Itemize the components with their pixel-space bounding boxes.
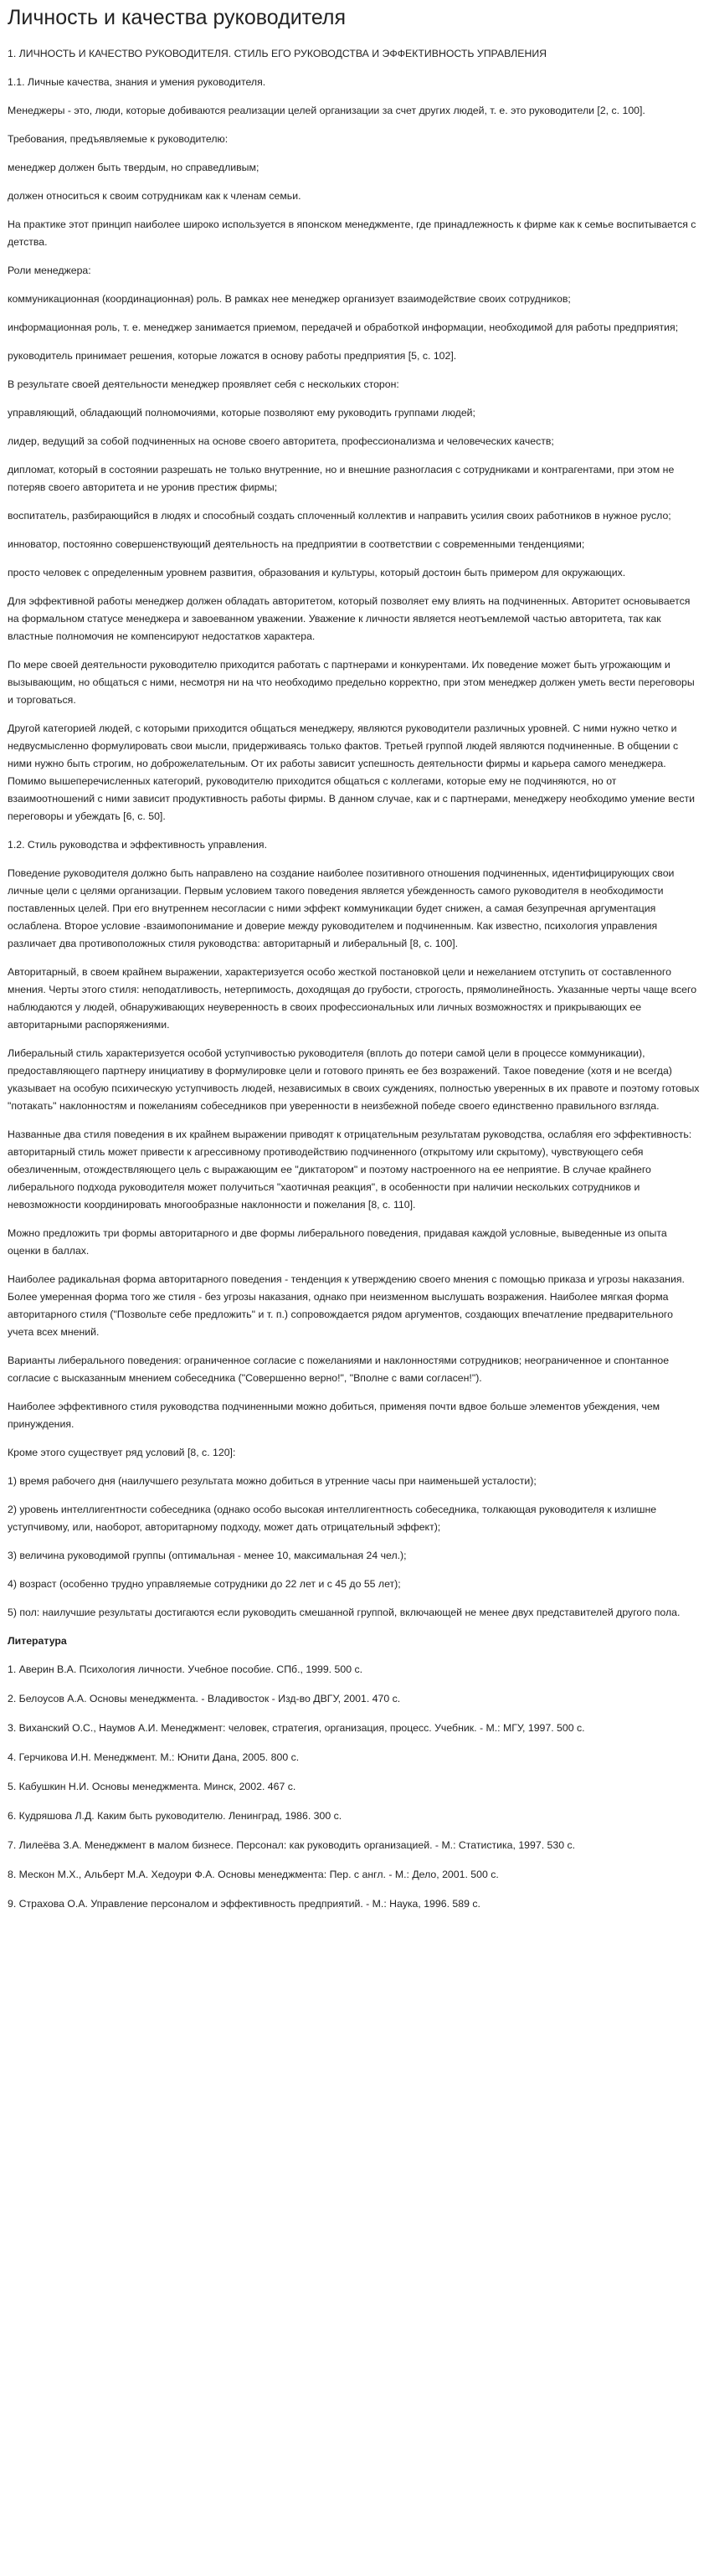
paragraph: Другой категорией людей, с которыми приходится общаться менеджеру, являются руководители различных уровней. С ними нужно четко и недвусмысленно формулировать свои мысли, придерживаясь только фактов. Третьей группой людей являются подчиненные. В общении с ними нужно быть строгим, но доброжелательным. От их работы зависит успешность деятельности фирмы и карьера самого менеджера. Помимо вышеперечисленных категорий, руководителю приходится общаться с коллегами, которые ему не подчиняются, но от взаимоотношений с ними зависит продуктивность работы фирмы. В данном случае, как и с партнерами, менеджеру необходимо умение вести переговоры и убеждать [6, с. 50]. xyxy=(8,722,696,822)
paragraph: 1.1. Личные качества, знания и умения руководителя. xyxy=(8,76,266,88)
paragraph: 5) пол: наилучшие результаты достигаются если руководить смешанной группой, включающей не менее двух представителей другого пола. xyxy=(8,1607,681,1618)
reference-item: 9. Страхова О.А. Управление персоналом и эффективность предприятий. - М.: Наука, 1996. 589 с. xyxy=(8,1898,480,1910)
paragraph: должен относиться к своим сотрудникам как к членам семьи. xyxy=(8,190,301,202)
paragraph: Поведение руководителя должно быть направлено на создание наиболее позитивного отношения подчиненных, идентифицирующих свои личные цели с целями организации. Первым условием такого поведения является убежденность самого руководителя в необходимости поставленных целей. При его внутреннем несогласии с ними эффект коммуникации будет снижен, а самая безупречная аргументация ослаблена. Второе условие -взаимопонимание и доверие между руководителем и подчиненным. Как известно, психология управления различает два противоположных стиля руководства: авторитарный и либеральный [8, с. 100]. xyxy=(8,867,675,949)
reference-item: 3. Виханский О.С., Наумов А.И. Менеджмент: человек, стратегия, организация, процесс. Учебник. - М.: МГУ, 1997. 500 с. xyxy=(8,1722,585,1734)
paragraph: 3) величина руководимой группы (оптимальная - менее 10, максимальная 24 чел.); xyxy=(8,1550,407,1561)
paragraph: В результате своей деятельности менеджер проявляет себя с нескольких сторон: xyxy=(8,378,399,390)
references-list xyxy=(8,1661,701,1913)
paragraph: менеджер должен быть твердым, но справедливым; xyxy=(8,162,259,173)
paragraph: инноватор, постоянно совершенствующий деятельность на предприятии в соответствии с современными тенденциями; xyxy=(8,538,585,550)
paragraph: 1) время рабочего дня (наилучшего результата можно добиться в утренние часы при наименьшей усталости); xyxy=(8,1475,537,1487)
paragraph: Наиболее эффективного стиля руководства подчиненными можно добиться, применяя почти вдвое больше элементов убеждения, чем принуждения. xyxy=(8,1401,660,1430)
paragraph: 1.2. Стиль руководства и эффективность управления. xyxy=(8,839,267,851)
paragraph: Кроме этого существует ряд условий [8, с. 120]: xyxy=(8,1447,236,1458)
paragraph: Варианты либерального поведения: ограниченное согласие с пожеланиями и наклонностями сотрудников; неограниченное и спонтанное согласие с высказанным мнением собеседника ("Совершенно верно!", "Вполне с вами согласен!"). xyxy=(8,1355,670,1384)
paragraph: руководитель принимает решения, которые ложатся в основу работы предприятия [5, с. 102]. xyxy=(8,350,457,362)
paragraph: Либеральный стиль характеризуется особой уступчивостью руководителя (вплоть до потери самой цели в процессе коммуникации), предоставляющего партнеру инициативу в формулировке цели и готового принять ее без возражений. Такое поведение (хотя и не всегда) указывает на особую психическую уступчивость людей, независимых в своих суждениях, полностью уверенных в их правоте и поэтому готовых "потакать" наклонностям и пожеланиям собеседников при уверенности в неизбежной победе своего единственно правильного взгляда. xyxy=(8,1047,700,1112)
reference-item: 1. Аверин В.А. Психология личности. Учебное пособие. СПб., 1999. 500 с. xyxy=(8,1663,363,1675)
paragraph: воспитатель, разбирающийся в людях и способный создать сплоченный коллектив и направить усилия своих работников в нужное русло; xyxy=(8,510,671,522)
paragraph: Авторитарный, в своем крайнем выражении, характеризуется особо жесткой постановкой цели и нежеланием отступить от составленного мнения. Черты этого стиля: неподатливость, нетерпимость, доходящая до грубости, строгость, прямолинейность. Указанные черты чаще всего наблюдаются у людей, обнаруживающих неуверенность в своих профессиональных или личных возможностях и прикрывающих ее авторитарными распоряжениями. xyxy=(8,966,697,1031)
paragraph: коммуникационная (координационная) роль. В рамках нее менеджер организует взаимодействие своих сотрудников; xyxy=(8,293,571,305)
paragraph: 1. ЛИЧНОСТЬ И КАЧЕСТВО РУКОВОДИТЕЛЯ. СТИЛЬ ЕГО РУКОВОДСТВА И ЭФФЕКТИВНОСТЬ УПРАВЛЕНИЯ xyxy=(8,48,547,59)
references-heading: Литература xyxy=(8,1635,67,1647)
document-body xyxy=(8,45,701,1622)
reference-item: 5. Кабушкин Н.И. Основы менеджмента. Минск, 2002. 467 с. xyxy=(8,1781,296,1792)
page-title: Личность и качества руководителя xyxy=(8,6,347,29)
paragraph: Менеджеры - это, люди, которые добиваются реализации целей организации за счет других людей, т. е. это руководители [2, с. 100]. xyxy=(8,105,645,116)
reference-item: 4. Герчикова И.Н. Менеджмент. М.: Юнити Дана, 2005. 800 с. xyxy=(8,1751,300,1763)
reference-item: 6. Кудряшова Л.Д. Каким быть руководителю. Ленинград, 1986. 300 с. xyxy=(8,1810,342,1822)
paragraph: Для эффективной работы менеджер должен обладать авторитетом, который позволяет ему влиять на подчиненных. Авторитет основывается на формальном статусе менеджера и завоеванном уважении. Уважение к личности является неотъемлемой частью авторитета, так как властные полномочия не компенсируют недостатков характера. xyxy=(8,595,691,642)
paragraph: Названные два стиля поведения в их крайнем выражении приводят к отрицательным результатам руководства, ослабляя его эффективность: авторитарный стиль может привести к агрессивному противодействию подчиненного (открытому или скрытому), чувствующего себя обезличенным, отождествляющего цель с выражающим ее "диктатором" и поэтому настроенного на ее неприятие. В случае крайнего либерального подхода руководителя может получиться "хаотичная реакция", в особенности при наличии нескольких сотрудников и невозможности координировать многообразные наклонности и пожелания [8, с. 110]. xyxy=(8,1129,692,1211)
paragraph: Роли менеджера: xyxy=(8,265,91,276)
paragraph: 4) возраст (особенно трудно управляемые сотрудники до 22 лет и с 45 до 55 лет); xyxy=(8,1578,401,1590)
paragraph: Наиболее радикальная форма авторитарного поведения - тенденция к утверждению своего мнения с помощью приказа и угрозы наказания. Более умеренная форма того же стиля - без угрозы наказания, однако при неизменном выслушать возражения. Наиболее мягкая форма авторитарного стиля ("Позвольте себе предложить" и т. п.) сопровождается рядом аргументов, создающих впечатление предварительного учета всех мнений. xyxy=(8,1273,685,1338)
paragraph: 2) уровень интеллигентности собеседника (однако особо высокая интеллигентность собеседника, толкающая руководителя к излишне уступчивому, или, наоборот, авторитарному подходу, может дать отрицательный эффект); xyxy=(8,1504,657,1533)
paragraph: Можно предложить три формы авторитарного и две формы либерального поведения, придавая каждой условные, выведенные из опыта оценки в баллах. xyxy=(8,1227,667,1257)
paragraph: лидер, ведущий за собой подчиненных на основе своего авторитета, профессионализма и человеческих качеств; xyxy=(8,435,554,447)
paragraph: просто человек с определенным уровнем развития, образования и культуры, который достоин быть примером для окружающих. xyxy=(8,567,626,578)
paragraph: дипломат, который в состоянии разрешать не только внутренние, но и внешние разногласия с сотрудниками и контрагентами, при этом не потеряв своего авторитета и не уронив престиж фирмы; xyxy=(8,464,675,493)
paragraph: информационная роль, т. е. менеджер занимается приемом, передачей и обработкой информации, необходимой для работы предприятия; xyxy=(8,321,679,333)
reference-item: 7. Лилеёва З.А. Менеджмент в малом бизнесе. Персонал: как руководить организацией. - М.: Статистика, 1997. 530 с. xyxy=(8,1839,576,1851)
paragraph: На практике этот принцип наиболее широко используется в японском менеджменте, где принадлежность к фирме как к семье воспитывается с детства. xyxy=(8,219,696,248)
paragraph: Требования, предъявляемые к руководителю: xyxy=(8,133,229,145)
reference-item: 8. Мескон М.Х., Альберт М.А. Хедоури Ф.А. Основы менеджмента: Пер. с англ. - М.: Дело, 2001. 500 с. xyxy=(8,1869,499,1880)
paragraph: управляющий, обладающий полномочиями, которые позволяют ему руководить группами людей; xyxy=(8,407,475,419)
reference-item: 2. Белоусов А.А. Основы менеджмента. - Владивосток - Изд-во ДВГУ, 2001. 470 с. xyxy=(8,1693,401,1704)
paragraph: По мере своей деятельности руководителю приходится работать с партнерами и конкурентами. Их поведение может быть угрожающим и вызывающим, но общаться с ними, несмотря ни на что необходимо предельно корректно, при этом менеджер должен уметь вести переговоры и торговаться. xyxy=(8,659,695,706)
